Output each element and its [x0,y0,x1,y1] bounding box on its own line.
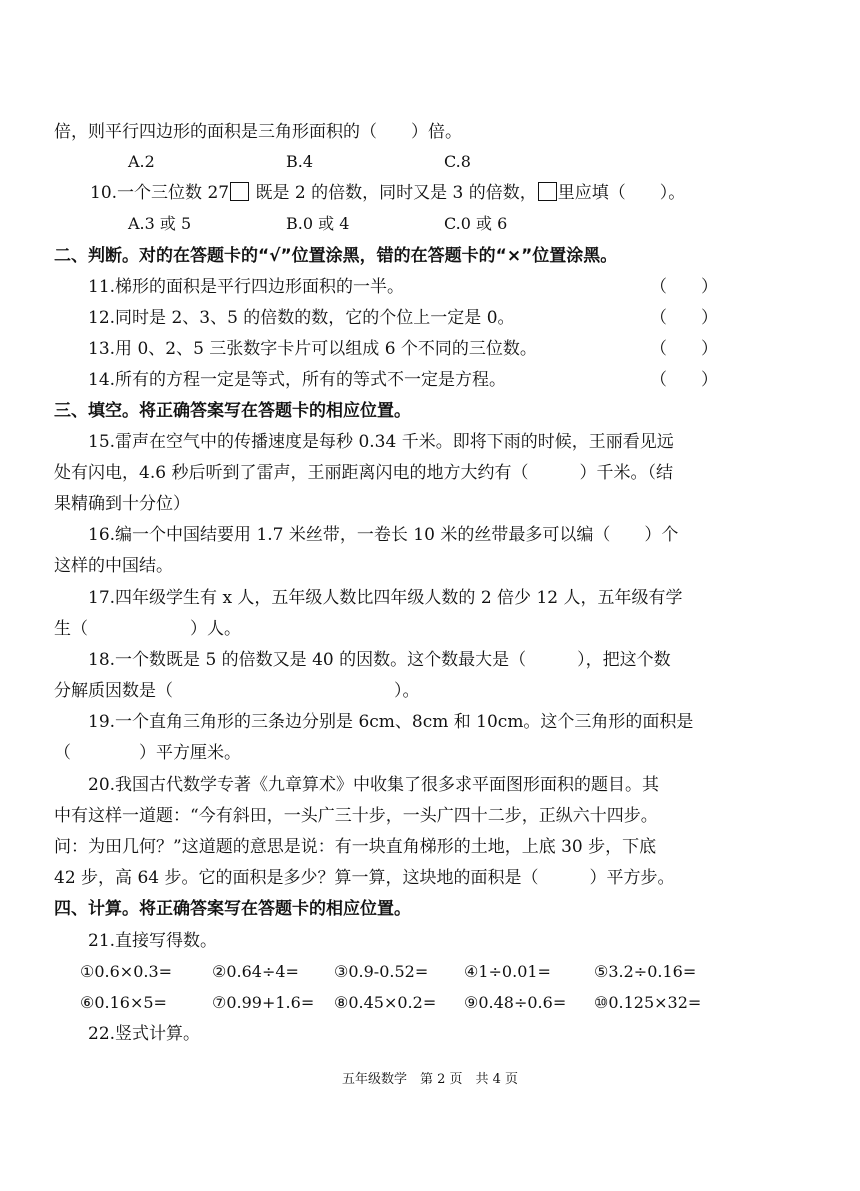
q10-option-a: A.3 或 5 [128,214,192,233]
judge-item: 12.同时是 2、3、5 的倍数的数，它的个位上一定是 0。 [88,308,515,328]
judge-item: 14.所有的方程一定是等式，所有的等式不一定是方程。 [88,370,507,390]
fill-line: 42 步，高 64 步。它的面积是多少？算一算，这块地的面积是（ ）平方步。 [54,868,675,888]
fill-line: 17.四年级学生有 x 人，五年级人数比四年级人数的 2 倍少 12 人，五年级有学 [88,588,683,608]
fill-line: 处有闪电，4.6 秒后听到了雷声，王丽距离闪电的地方大约有（ ）千米。（结 [54,463,673,483]
q9-text: 倍，则平行四边形的面积是三角形面积的（ ）倍。 [54,122,462,142]
calc-item: ⑨0.48÷0.6= [464,993,567,1012]
q10-text-a: 10.一个三位数 27 [90,183,230,203]
fill-line: 问：为田几何？”这道题的意思是说：有一块直角梯形的土地，上底 30 步，下底 [54,837,657,857]
q10-option-b: B.0 或 4 [286,214,350,233]
calc-item: ②0.64÷4= [212,962,299,981]
q10-option-c: C.0 或 6 [444,214,508,233]
fill-line: 分解质因数是（ ）。 [54,681,420,701]
fill-line: 果精确到十分位） [54,494,190,514]
page-footer: 五年级数学 第 2 页 共 4 页 [341,1072,519,1087]
q10-text-c: 里应填（ ）。 [557,183,686,203]
judge-answer-paren: （ ） [650,308,718,328]
blank-digit-box [230,182,249,201]
fill-line: 20.我国古代数学专著《九章算术》中收集了很多求平面图形面积的题目。其 [88,775,660,795]
judge-answer-paren: （ ） [650,339,718,359]
fill-line: 18.一个数既是 5 的倍数又是 40 的因数。这个数最大是（ ），把这个数 [88,650,671,670]
calc-item: ⑩0.125×32= [594,993,702,1012]
q9-option-a: A.2 [128,152,155,171]
judge-item: 13.用 0、2、5 三张数字卡片可以组成 6 个不同的三位数。 [88,339,537,359]
blank-digit-box [538,182,557,201]
q9-option-c: C.8 [444,152,471,171]
q21-label: 21.直接写得数。 [88,931,218,951]
calc-item: ⑦0.99+1.6= [212,993,315,1012]
fill-line: 15.雷声在空气中的传播速度是每秒 0.34 千米。即将下雨的时候，王丽看见远 [88,432,674,452]
fill-line: （ ）平方厘米。 [54,743,241,763]
section-4-title: 四、计算。将正确答案写在答题卡的相应位置。 [54,899,411,919]
q10-text [90,181,685,205]
section-2-title: 二、判断。对的在答题卡的“√”位置涂黑，错的在答题卡的“×”位置涂黑。 [54,246,618,266]
fill-line: 16.编一个中国结要用 1.7 米丝带，一卷长 10 米的丝带最多可以编（ ）个 [88,525,679,545]
fill-line: 这样的中国结。 [54,556,173,576]
q9-option-b: B.4 [286,152,314,171]
judge-item: 11.梯形的面积是平行四边形面积的一半。 [88,277,405,297]
fill-line: 中有这样一道题：“今有斜田，一头广三十步，一头广四十二步，正纵六十四步。 [54,806,658,826]
calc-item: ⑤3.2÷0.16= [594,962,697,981]
q22-label: 22.竖式计算。 [88,1024,201,1044]
fill-line: 19.一个直角三角形的三条边分别是 6cm、8cm 和 10cm。这个三角形的面积是 [88,712,694,732]
judge-answer-paren: （ ） [650,277,718,297]
judge-answer-paren: （ ） [650,370,718,390]
fill-line: 生（ ）人。 [54,619,241,639]
section-3-title: 三、填空。将正确答案写在答题卡的相应位置。 [54,401,411,421]
calc-item: ⑥0.16×5= [80,993,167,1012]
calc-item: ⑧0.45×0.2= [334,993,437,1012]
q10-text-b: 既是 2 的倍数，同时又是 3 的倍数， [255,183,537,203]
calc-item: ①0.6×0.3= [80,962,173,981]
calc-item: ④1÷0.01= [464,962,551,981]
calc-item: ③0.9-0.52= [334,962,429,981]
